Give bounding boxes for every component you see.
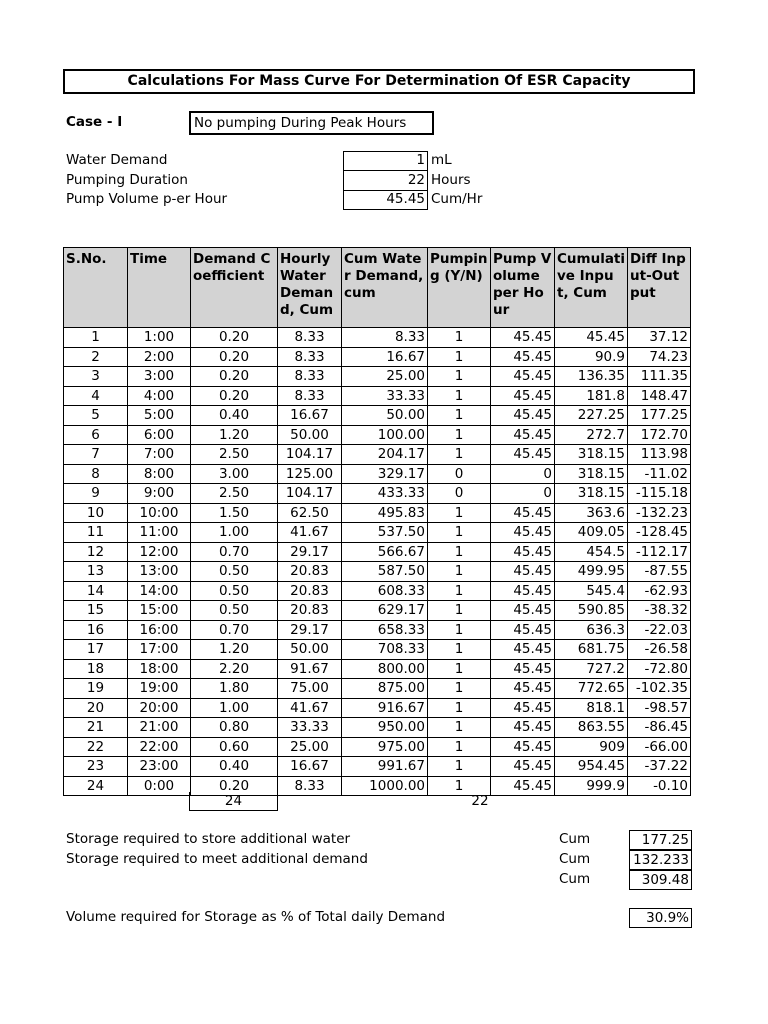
cell-demand-coefficient: 1.00	[191, 698, 278, 718]
cell-hourly-demand: 8.33	[278, 386, 342, 406]
cell-sno: 17	[64, 640, 128, 660]
cell-cum-demand: 16.67	[342, 347, 428, 367]
cell-hourly-demand: 8.33	[278, 776, 342, 796]
cell-demand-coefficient: 0.20	[191, 776, 278, 796]
summary-label-additional-demand: Storage required to meet additional demand	[66, 851, 368, 867]
cell-pumping: 1	[428, 581, 491, 601]
total-pumping: 22	[471, 793, 489, 809]
cell-demand-coefficient: 1.20	[191, 640, 278, 660]
param-unit-water-demand: mL	[431, 152, 452, 168]
cell-time: 11:00	[128, 523, 191, 543]
cell-diff: -112.17	[628, 542, 691, 562]
cell-pumping: 1	[428, 328, 491, 348]
cell-pumping: 1	[428, 776, 491, 796]
cell-sno: 2	[64, 347, 128, 367]
cell-cum-demand: 566.67	[342, 542, 428, 562]
cell-cum-demand: 495.83	[342, 503, 428, 523]
param-label-pump-volume: Pump Volume p-er Hour	[66, 191, 228, 207]
header-pumping: Pumping (Y/N)	[428, 248, 491, 328]
cell-pump-volume: 45.45	[491, 386, 555, 406]
cell-pumping: 1	[428, 737, 491, 757]
cell-time: 8:00	[128, 464, 191, 484]
cell-time: 1:00	[128, 328, 191, 348]
cell-pumping: 1	[428, 718, 491, 738]
cell-hourly-demand: 20.83	[278, 562, 342, 582]
cell-sno: 5	[64, 406, 128, 426]
param-value-pump-volume: 45.45	[386, 191, 425, 207]
cell-cum-demand: 329.17	[342, 464, 428, 484]
cell-pump-volume: 45.45	[491, 640, 555, 660]
cell-demand-coefficient: 0.70	[191, 542, 278, 562]
cell-pumping: 1	[428, 503, 491, 523]
cell-diff: 113.98	[628, 445, 691, 465]
cell-demand-coefficient: 0.60	[191, 737, 278, 757]
table-row	[64, 620, 691, 640]
summary-unit: Cum	[559, 831, 591, 847]
cell-cum-demand: 433.33	[342, 484, 428, 504]
cell-diff: -102.35	[628, 679, 691, 699]
summary-value-total-storage: 309.48	[629, 870, 692, 890]
cell-pumping: 1	[428, 601, 491, 621]
cell-time: 13:00	[128, 562, 191, 582]
cell-cum-demand: 916.67	[342, 698, 428, 718]
cell-diff: -98.57	[628, 698, 691, 718]
cell-cum-demand: 608.33	[342, 581, 428, 601]
cell-hourly-demand: 20.83	[278, 581, 342, 601]
cell-diff: -132.23	[628, 503, 691, 523]
cell-cumulative-input: 681.75	[555, 640, 628, 660]
cell-pump-volume: 45.45	[491, 581, 555, 601]
table-row	[64, 640, 691, 660]
cell-pumping: 1	[428, 542, 491, 562]
cell-sno: 24	[64, 776, 128, 796]
cell-diff: -128.45	[628, 523, 691, 543]
cell-cumulative-input: 954.45	[555, 757, 628, 777]
cell-demand-coefficient: 1.50	[191, 503, 278, 523]
cell-demand-coefficient: 1.00	[191, 523, 278, 543]
cell-sno: 11	[64, 523, 128, 543]
cell-hourly-demand: 104.17	[278, 445, 342, 465]
cell-pump-volume: 45.45	[491, 659, 555, 679]
cell-diff: -0.10	[628, 776, 691, 796]
cell-pump-volume: 45.45	[491, 562, 555, 582]
cell-time: 23:00	[128, 757, 191, 777]
cell-demand-coefficient: 2.50	[191, 484, 278, 504]
cell-pumping: 0	[428, 484, 491, 504]
header-demand-coefficient: Demand Coefficient	[191, 248, 278, 328]
cell-cum-demand: 950.00	[342, 718, 428, 738]
table-row	[64, 464, 691, 484]
cell-pumping: 1	[428, 406, 491, 426]
cell-sno: 4	[64, 386, 128, 406]
cell-pumping: 1	[428, 640, 491, 660]
cell-pumping: 1	[428, 445, 491, 465]
cell-pump-volume: 45.45	[491, 737, 555, 757]
cell-cum-demand: 1000.00	[342, 776, 428, 796]
header-diff: Diff Input-Output	[628, 248, 691, 328]
cell-demand-coefficient: 0.80	[191, 718, 278, 738]
cell-demand-coefficient: 0.20	[191, 328, 278, 348]
cell-pumping: 1	[428, 347, 491, 367]
table-row	[64, 347, 691, 367]
table-row	[64, 328, 691, 348]
cell-hourly-demand: 50.00	[278, 425, 342, 445]
cell-time: 9:00	[128, 484, 191, 504]
cell-time: 10:00	[128, 503, 191, 523]
cell-cumulative-input: 227.25	[555, 406, 628, 426]
cell-cum-demand: 975.00	[342, 737, 428, 757]
cell-cumulative-input: 909	[555, 737, 628, 757]
cell-cum-demand: 875.00	[342, 679, 428, 699]
case-description: No pumping During Peak Hours	[189, 111, 434, 135]
total-demand-coefficient: 24	[189, 792, 278, 811]
cell-cum-demand: 204.17	[342, 445, 428, 465]
cell-sno: 3	[64, 367, 128, 387]
cell-hourly-demand: 16.67	[278, 406, 342, 426]
cell-sno: 10	[64, 503, 128, 523]
cell-demand-coefficient: 0.20	[191, 367, 278, 387]
cell-diff: -115.18	[628, 484, 691, 504]
cell-demand-coefficient: 2.50	[191, 445, 278, 465]
cell-demand-coefficient: 0.20	[191, 386, 278, 406]
cell-cumulative-input: 90.9	[555, 347, 628, 367]
cell-demand-coefficient: 1.80	[191, 679, 278, 699]
cell-hourly-demand: 29.17	[278, 620, 342, 640]
cell-cum-demand: 800.00	[342, 659, 428, 679]
param-value-water-demand: 1	[416, 152, 425, 168]
cell-demand-coefficient: 0.70	[191, 620, 278, 640]
table-row	[64, 718, 691, 738]
cell-sno: 14	[64, 581, 128, 601]
cell-time: 17:00	[128, 640, 191, 660]
cell-pumping: 1	[428, 698, 491, 718]
table-row	[64, 542, 691, 562]
cell-diff: 148.47	[628, 386, 691, 406]
table-row	[64, 562, 691, 582]
cell-diff: -22.03	[628, 620, 691, 640]
cell-pump-volume: 45.45	[491, 523, 555, 543]
cell-cumulative-input: 318.15	[555, 464, 628, 484]
cell-time: 12:00	[128, 542, 191, 562]
cell-pump-volume: 45.45	[491, 347, 555, 367]
cell-pump-volume: 45.45	[491, 425, 555, 445]
cell-diff: 37.12	[628, 328, 691, 348]
cell-sno: 1	[64, 328, 128, 348]
cell-hourly-demand: 104.17	[278, 484, 342, 504]
cell-pumping: 1	[428, 659, 491, 679]
cell-cumulative-input: 545.4	[555, 581, 628, 601]
cell-hourly-demand: 125.00	[278, 464, 342, 484]
table-row	[64, 737, 691, 757]
cell-diff: -38.32	[628, 601, 691, 621]
cell-sno: 21	[64, 718, 128, 738]
cell-hourly-demand: 62.50	[278, 503, 342, 523]
cell-sno: 12	[64, 542, 128, 562]
cell-sno: 13	[64, 562, 128, 582]
cell-time: 16:00	[128, 620, 191, 640]
cell-time: 0:00	[128, 776, 191, 796]
cell-time: 6:00	[128, 425, 191, 445]
header-time: Time	[128, 248, 191, 328]
cell-time: 18:00	[128, 659, 191, 679]
cell-pump-volume: 45.45	[491, 718, 555, 738]
cell-cumulative-input: 181.8	[555, 386, 628, 406]
param-value-pumping-duration: 22	[407, 172, 425, 188]
table-header-row	[64, 248, 691, 328]
cell-hourly-demand: 50.00	[278, 640, 342, 660]
cell-diff: 177.25	[628, 406, 691, 426]
cell-cumulative-input: 318.15	[555, 445, 628, 465]
cell-cumulative-input: 363.6	[555, 503, 628, 523]
summary-value-additional-demand: 132.233	[629, 850, 692, 870]
cell-time: 5:00	[128, 406, 191, 426]
cell-cumulative-input: 318.15	[555, 484, 628, 504]
cell-diff: -86.45	[628, 718, 691, 738]
cell-demand-coefficient: 0.40	[191, 757, 278, 777]
cell-time: 22:00	[128, 737, 191, 757]
cell-hourly-demand: 41.67	[278, 698, 342, 718]
table-row	[64, 367, 691, 387]
cell-pump-volume: 45.45	[491, 620, 555, 640]
cell-cum-demand: 100.00	[342, 425, 428, 445]
table-row	[64, 601, 691, 621]
cell-cum-demand: 629.17	[342, 601, 428, 621]
cell-diff: -37.22	[628, 757, 691, 777]
cell-diff: -26.58	[628, 640, 691, 660]
cell-sno: 6	[64, 425, 128, 445]
table-row	[64, 679, 691, 699]
cell-pumping: 1	[428, 367, 491, 387]
summary-label-additional-water: Storage required to store additional water	[66, 831, 351, 847]
cell-sno: 22	[64, 737, 128, 757]
table-row	[64, 406, 691, 426]
cell-pump-volume: 45.45	[491, 679, 555, 699]
cell-cum-demand: 708.33	[342, 640, 428, 660]
cell-diff: -87.55	[628, 562, 691, 582]
cell-time: 2:00	[128, 347, 191, 367]
param-label-water-demand: Water Demand	[66, 152, 168, 168]
cell-cumulative-input: 636.3	[555, 620, 628, 640]
cell-cum-demand: 25.00	[342, 367, 428, 387]
table-row	[64, 445, 691, 465]
cell-hourly-demand: 91.67	[278, 659, 342, 679]
cell-time: 3:00	[128, 367, 191, 387]
cell-cum-demand: 50.00	[342, 406, 428, 426]
cell-cumulative-input: 999.9	[555, 776, 628, 796]
cell-diff: -66.00	[628, 737, 691, 757]
cell-pumping: 0	[428, 464, 491, 484]
cell-cumulative-input: 818.1	[555, 698, 628, 718]
case-label: Case - I	[66, 114, 123, 130]
cell-pumping: 1	[428, 523, 491, 543]
cell-pump-volume: 45.45	[491, 542, 555, 562]
param-label-pumping-duration: Pumping Duration	[66, 172, 188, 188]
cell-cum-demand: 587.50	[342, 562, 428, 582]
header-cumulative-input: Cumulative Input, Cum	[555, 248, 628, 328]
cell-pumping: 1	[428, 757, 491, 777]
cell-time: 4:00	[128, 386, 191, 406]
cell-hourly-demand: 33.33	[278, 718, 342, 738]
table-row	[64, 698, 691, 718]
table-row	[64, 523, 691, 543]
cell-sno: 7	[64, 445, 128, 465]
cell-sno: 19	[64, 679, 128, 699]
cell-hourly-demand: 16.67	[278, 757, 342, 777]
cell-cumulative-input: 136.35	[555, 367, 628, 387]
table-row	[64, 386, 691, 406]
cell-sno: 20	[64, 698, 128, 718]
mass-curve-table	[63, 247, 691, 796]
cell-time: 19:00	[128, 679, 191, 699]
cell-time: 20:00	[128, 698, 191, 718]
cell-cum-demand: 33.33	[342, 386, 428, 406]
percent-label: Volume required for Storage as % of Total daily Demand	[66, 909, 446, 925]
cell-diff: 111.35	[628, 367, 691, 387]
cell-pumping: 1	[428, 679, 491, 699]
table-body	[64, 328, 691, 796]
cell-cum-demand: 991.67	[342, 757, 428, 777]
cell-sno: 8	[64, 464, 128, 484]
cell-pump-volume: 45.45	[491, 445, 555, 465]
cell-pumping: 1	[428, 620, 491, 640]
cell-pumping: 1	[428, 386, 491, 406]
cell-cumulative-input: 590.85	[555, 601, 628, 621]
cell-sno: 16	[64, 620, 128, 640]
cell-cumulative-input: 727.2	[555, 659, 628, 679]
cell-hourly-demand: 29.17	[278, 542, 342, 562]
cell-pump-volume: 0	[491, 464, 555, 484]
cell-cumulative-input: 454.5	[555, 542, 628, 562]
cell-hourly-demand: 25.00	[278, 737, 342, 757]
header-hourly-demand: Hourly Water Demand, Cum	[278, 248, 342, 328]
percent-value: 30.9%	[629, 908, 692, 928]
table-row	[64, 503, 691, 523]
header-pump-volume: Pump Volume per Hour	[491, 248, 555, 328]
cell-diff: -62.93	[628, 581, 691, 601]
cell-time: 7:00	[128, 445, 191, 465]
table-row	[64, 757, 691, 777]
param-unit-pumping-duration: Hours	[431, 172, 471, 188]
cell-cumulative-input: 45.45	[555, 328, 628, 348]
cell-demand-coefficient: 0.50	[191, 562, 278, 582]
table-row	[64, 484, 691, 504]
cell-hourly-demand: 20.83	[278, 601, 342, 621]
cell-diff: -11.02	[628, 464, 691, 484]
table-row	[64, 581, 691, 601]
cell-diff: 172.70	[628, 425, 691, 445]
page-title: Calculations For Mass Curve For Determination Of ESR Capacity	[63, 69, 695, 94]
cell-demand-coefficient: 0.50	[191, 601, 278, 621]
cell-hourly-demand: 8.33	[278, 328, 342, 348]
cell-diff: -72.80	[628, 659, 691, 679]
cell-pumping: 1	[428, 562, 491, 582]
summary-unit: Cum	[559, 871, 591, 887]
summary-unit: Cum	[559, 851, 591, 867]
cell-cumulative-input: 409.05	[555, 523, 628, 543]
cell-cumulative-input: 499.95	[555, 562, 628, 582]
cell-pump-volume: 45.45	[491, 367, 555, 387]
table-row	[64, 776, 691, 796]
cell-demand-coefficient: 1.20	[191, 425, 278, 445]
table-row	[64, 659, 691, 679]
cell-sno: 9	[64, 484, 128, 504]
table-row	[64, 425, 691, 445]
cell-time: 21:00	[128, 718, 191, 738]
header-cum-demand: Cum Water Demand, cum	[342, 248, 428, 328]
summary-value-additional-water: 177.25	[629, 830, 692, 850]
cell-cum-demand: 537.50	[342, 523, 428, 543]
cell-cumulative-input: 772.65	[555, 679, 628, 699]
cell-time: 14:00	[128, 581, 191, 601]
cell-cumulative-input: 863.55	[555, 718, 628, 738]
cell-demand-coefficient: 0.40	[191, 406, 278, 426]
cell-pump-volume: 45.45	[491, 698, 555, 718]
cell-pump-volume: 45.45	[491, 601, 555, 621]
cell-demand-coefficient: 0.50	[191, 581, 278, 601]
cell-pump-volume: 45.45	[491, 406, 555, 426]
cell-hourly-demand: 8.33	[278, 347, 342, 367]
cell-hourly-demand: 75.00	[278, 679, 342, 699]
header-sno: S.No.	[64, 248, 128, 328]
cell-demand-coefficient: 3.00	[191, 464, 278, 484]
cell-hourly-demand: 8.33	[278, 367, 342, 387]
cell-pump-volume: 45.45	[491, 776, 555, 796]
cell-diff: 74.23	[628, 347, 691, 367]
cell-pump-volume: 45.45	[491, 757, 555, 777]
cell-time: 15:00	[128, 601, 191, 621]
cell-pump-volume: 45.45	[491, 503, 555, 523]
cell-demand-coefficient: 0.20	[191, 347, 278, 367]
cell-pump-volume: 0	[491, 484, 555, 504]
cell-cumulative-input: 272.7	[555, 425, 628, 445]
param-unit-pump-volume: Cum/Hr	[431, 191, 483, 207]
cell-hourly-demand: 41.67	[278, 523, 342, 543]
cell-sno: 23	[64, 757, 128, 777]
cell-cum-demand: 8.33	[342, 328, 428, 348]
cell-sno: 18	[64, 659, 128, 679]
cell-sno: 15	[64, 601, 128, 621]
cell-cum-demand: 658.33	[342, 620, 428, 640]
cell-pump-volume: 45.45	[491, 328, 555, 348]
cell-pumping: 1	[428, 425, 491, 445]
cell-demand-coefficient: 2.20	[191, 659, 278, 679]
